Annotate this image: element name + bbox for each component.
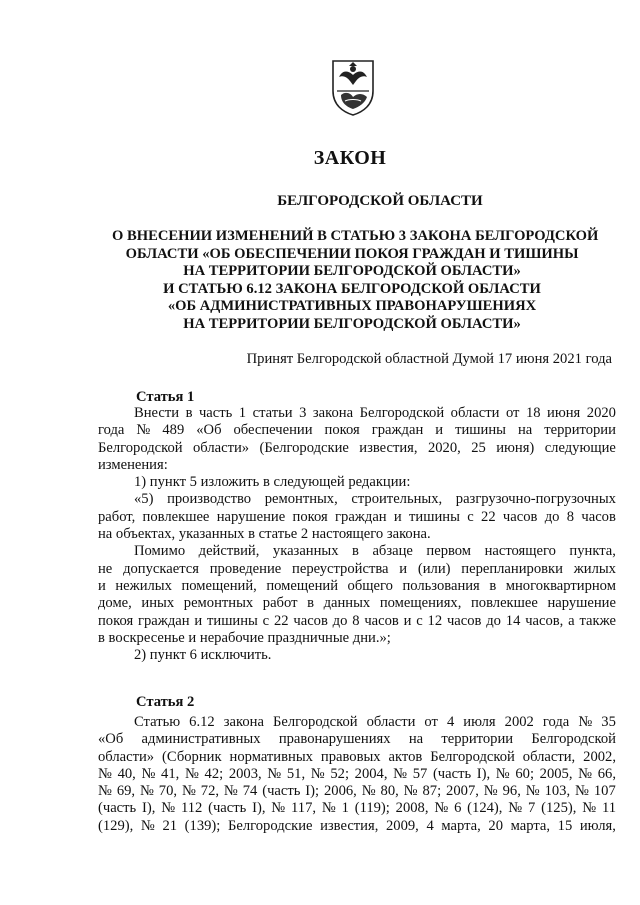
text-line: «5) производство ремонтных, строительных, разгрузочно-погрузочных: [134, 491, 616, 508]
heading-line: И СТАТЬЮ 6.12 ЗАКОНА БЕЛГОРОДСКОЙ ОБЛАСТИ: [163, 280, 541, 297]
heading-line: «ОБ АДМИНИСТРАТИВНЫХ ПРАВОНАРУШЕНИЯХ: [167, 298, 537, 315]
text-line: в воскресенье и нерабочие праздничные дни.»;: [98, 629, 391, 646]
article-2-title: Статья 2: [136, 694, 195, 710]
heading-line: О ВНЕСЕНИИ ИЗМЕНЕНИЙ В СТАТЬЮ 3 ЗАКОНА БЕЛГОРОДСКОЙ: [112, 228, 599, 244]
article-1-text: [98, 405, 616, 664]
text-line: области» (Сборник нормативных правовых актов Белгородской области, 2002,: [98, 748, 616, 765]
heading-line: ОБЛАСТИ «ОБ ОБЕСПЕЧЕНИИ ПОКОЯ ГРАЖДАН И ТИШИНЫ: [125, 245, 579, 262]
law-heading: [112, 228, 599, 334]
text-line: года № 489 «Об обеспечении покоя граждан и тишины на территории: [98, 422, 616, 439]
text-line: Статью 6.12 закона Белгородской области от 4 июля 2002 года № 35: [134, 714, 616, 730]
adoption-note: Принят Белгородской областной Думой 17 июня 2021 года: [246, 351, 612, 367]
text-line: (129), № 21 (139); Белгородские известия, 2009, 4 марта, 20 марта, 15 июля,: [98, 817, 616, 834]
text-line: работ, повлекшее нарушение покоя граждан и тишины с 22 часов до 8 часов: [98, 508, 616, 525]
text-line: «Об административных правонарушениях на территории Белгородской: [98, 731, 616, 748]
coat-of-arms-icon: [329, 57, 377, 117]
heading-line: НА ТЕРРИТОРИИ БЕЛГОРОДСКОЙ ОБЛАСТИ»: [183, 263, 521, 280]
text-line: изменения:: [98, 456, 168, 473]
article-2-text: [98, 714, 616, 835]
text-line: покоя граждан и тишины с 22 часов до 8 часов и с 12 часов до 14 часов, а также: [98, 612, 616, 629]
text-line: 1) пункт 5 изложить в следующей редакции:: [134, 474, 411, 491]
text-line: Внести в часть 1 статьи 3 закона Белгородской области от 18 июня 2020: [134, 405, 616, 421]
text-line: (часть I), № 112 (часть I), № 117, № 1 (119); 2008, № 6 (124), № 7 (125), № 11: [98, 800, 616, 817]
document-title: ЗАКОН: [313, 147, 387, 169]
text-line: и нежилых помещений, помещений общего пользования в многоквартирном: [98, 577, 616, 594]
text-line: № 69, № 70, № 72, № 74 (часть I); 2006, № 80, № 87; 2007, № 96, № 103, № 107: [98, 783, 616, 800]
text-line: № 40, № 41, № 42; 2003, № 51, № 52; 2004, № 57 (часть I), № 60; 2005, № 66,: [98, 765, 616, 782]
heading-line: НА ТЕРРИТОРИИ БЕЛГОРОДСКОЙ ОБЛАСТИ»: [183, 315, 521, 332]
text-line: не допускается проведение переустройства и (или) перепланировки жилых: [98, 560, 616, 577]
text-line: на объектах, указанных в статье 2 настоящего закона.: [98, 526, 431, 543]
text-line: доме, иных ремонтных работ в данных помещениях, повлекшее нарушение: [98, 595, 616, 612]
article-1-title: Статья 1: [136, 389, 195, 405]
document-region: БЕЛГОРОДСКОЙ ОБЛАСТИ: [277, 193, 483, 209]
text-line: Белгородской области» (Белгородские известия, 2020, 25 июня) следующие: [98, 439, 616, 456]
text-line: Помимо действий, указанных в абзаце первом настоящего пункта,: [134, 543, 616, 560]
text-line: 2) пункт 6 исключить.: [134, 647, 272, 664]
